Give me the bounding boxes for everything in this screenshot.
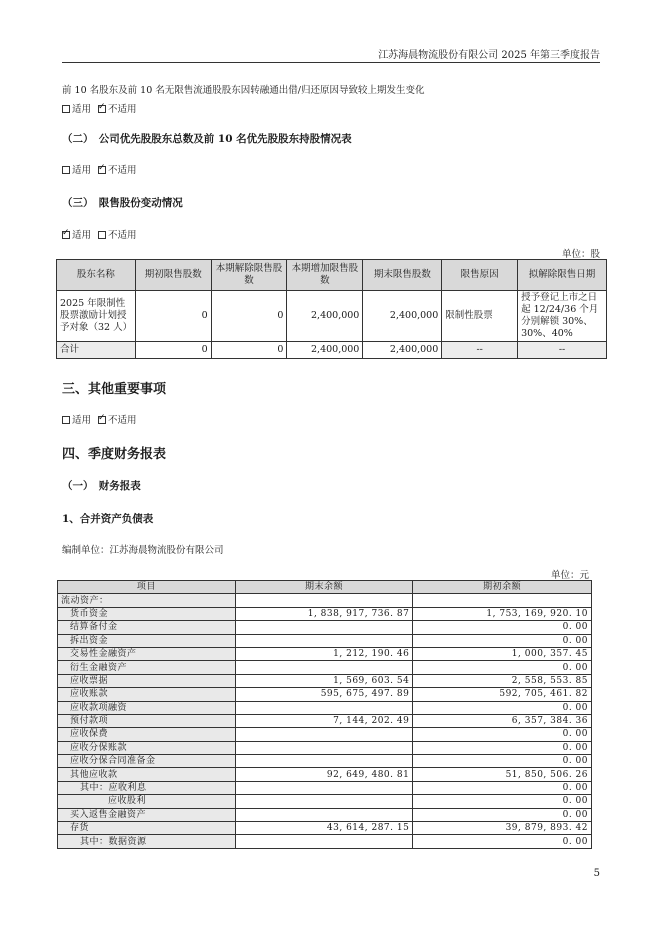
cell-item: 结算备付金 [58,621,236,634]
cell-end: 2,400,000 [363,342,442,359]
column-header: 项目 [58,581,236,594]
table-row [58,835,592,848]
checkbox-not-applicable[interactable] [98,166,106,174]
financials-subtitle: （一） 财务报表 [62,480,141,492]
cell-begin: 0. 00 [413,741,592,754]
table-total-row [57,342,607,359]
table-row [58,621,592,634]
cell-end [235,835,413,848]
cell-item: 货币资金 [58,607,236,620]
option-group-3 [62,227,137,241]
column-header: 拟解除限售日期 [518,260,607,291]
cell-begin: 592, 705, 461. 82 [413,688,592,701]
cell-begin: 0. 00 [413,634,592,647]
cell-item: 拆出资金 [58,634,236,647]
cell-item: 应收票据 [58,674,236,687]
cell-item: 其中：数据资源 [58,835,236,848]
checkbox-not-applicable[interactable] [98,231,106,239]
cell-end [235,621,413,634]
cell-end: 1, 212, 190. 46 [235,647,413,660]
balance-sheet-title: 1、合并资产负债表 [62,513,154,525]
cell-item: 交易性金融资产 [58,647,236,660]
cell-item: 预付款项 [58,714,236,727]
checkbox-applicable[interactable] [62,231,70,239]
column-header: 本期解除限售股数 [211,260,287,291]
table-row [58,741,592,754]
cell-holder: 合计 [57,342,136,359]
cell-release-date: 授予登记上市之日起 12/24/36 个月分别解锁 30%、30%、40% [518,291,607,342]
column-header: 期初余额 [413,581,592,594]
cell-item: 应收股利 [58,795,236,808]
cell-item: 流动资产： [58,594,236,607]
cell-item: 衍生金融资产 [58,661,236,674]
cell-end [235,701,413,714]
table-row [58,674,592,687]
compiler-line: 编制单位：江苏海晨物流股份有限公司 [62,545,224,556]
table-row [58,781,592,794]
cell-end [235,795,413,808]
checkbox-not-applicable[interactable] [98,416,106,424]
cell-released: 0 [211,291,287,342]
cell-begin: 0. 00 [413,835,592,848]
cell-end: 1, 838, 917, 736. 87 [235,607,413,620]
table-row [58,661,592,674]
table-row [57,291,607,342]
column-header: 期初限售股数 [135,260,211,291]
table-row [58,795,592,808]
table-row [58,714,592,727]
cell-begin: 2, 558, 553. 85 [413,674,592,687]
column-header: 股东名称 [57,260,136,291]
option-label: 不适用 [108,230,137,241]
cell-begin: 51, 850, 506. 26 [413,768,592,781]
cell-item: 应收保费 [58,728,236,741]
report-header-title: 江苏海晨物流股份有限公司 2025 年第三季度报告 [378,50,600,61]
note-line: 前 10 名股东及前 10 名无限售流通股股东因转融通出借/归还原因导致较上期发生变化 [62,85,425,96]
option-label: 不适用 [108,165,137,176]
section-3-title: （三） 限售股份变动情况 [62,197,183,209]
checkbox-applicable[interactable] [62,416,70,424]
cell-end [235,728,413,741]
table-row [58,647,592,660]
option-group-1 [62,101,137,115]
column-header: 本期增加限售股数 [287,260,363,291]
cell-reason: 限制性股票 [442,291,518,342]
option-label: 不适用 [108,415,137,426]
cell-begin: 39, 879, 893. 42 [413,822,592,835]
cell-item: 其中：应收利息 [58,781,236,794]
cell-begin: 0. 00 [413,795,592,808]
other-matters-title: 三、其他重要事项 [62,382,167,397]
cell-begin: 1, 753, 169, 920. 10 [413,607,592,620]
table-row [58,768,592,781]
table-row [58,634,592,647]
column-header: 期末限售股数 [363,260,442,291]
cell-begin: 0. 00 [413,661,592,674]
cell-end [235,808,413,821]
cell-release-date: -- [518,342,607,359]
checkbox-applicable[interactable] [62,166,70,174]
cell-added: 2,400,000 [287,342,363,359]
cell-item: 存货 [58,822,236,835]
cell-begin: 0. 00 [413,755,592,768]
table-row [58,808,592,821]
cell-begin: 0. 00 [413,808,592,821]
table-row [58,594,592,607]
option-label: 适用 [72,104,92,115]
restricted-shares-table [56,259,607,359]
cell-released: 0 [211,342,287,359]
cell-end [235,594,413,607]
cell-end: 43, 614, 287. 15 [235,822,413,835]
cell-begin: 0. 00 [413,701,592,714]
column-header: 限售原因 [442,260,518,291]
option-group-4 [62,412,137,426]
cell-added: 2,400,000 [287,291,363,342]
cell-item: 应收款项融资 [58,701,236,714]
cell-begin: 0 [135,291,211,342]
table-row [58,728,592,741]
balance-sheet-unit: 单位：元 [550,570,589,581]
table-row [58,688,592,701]
cell-end: 1, 569, 603. 54 [235,674,413,687]
cell-item: 买入返售金融资产 [58,808,236,821]
cell-end: 7, 144, 202. 49 [235,714,413,727]
table-row [58,607,592,620]
cell-begin: 0. 00 [413,621,592,634]
option-label: 适用 [72,165,92,176]
balance-sheet-table [57,580,592,849]
cell-end [235,741,413,754]
page-number: 5 [593,868,600,879]
cell-end: 2,400,000 [363,291,442,342]
cell-begin: 0 [135,342,211,359]
cell-end [235,634,413,647]
table-header-row [58,581,592,594]
cell-end [235,661,413,674]
option-label: 适用 [72,415,92,426]
column-header: 期末余额 [235,581,413,594]
cell-item: 其他应收款 [58,768,236,781]
cell-begin: 6, 357, 384. 36 [413,714,592,727]
section-2-title: （二） 公司优先股股东总数及前 10 名优先股股东持股情况表 [62,133,352,145]
table-row [58,701,592,714]
cell-begin: 1, 000, 357. 45 [413,647,592,660]
cell-end: 92, 649, 480. 81 [235,768,413,781]
table-header-row [57,260,607,291]
checkbox-applicable[interactable] [62,105,70,113]
option-group-2 [62,162,137,176]
cell-reason: -- [442,342,518,359]
cell-end: 595, 675, 497. 89 [235,688,413,701]
cell-begin: 0. 00 [413,781,592,794]
table-row [58,822,592,835]
financials-title: 四、季度财务报表 [62,447,167,462]
cell-item: 应收分保账款 [58,741,236,754]
option-label: 适用 [72,230,92,241]
table-row [58,755,592,768]
cell-begin [413,594,592,607]
cell-holder: 2025 年限制性股票激励计划授予对象（32 人） [57,291,136,342]
checkbox-not-applicable[interactable] [98,105,106,113]
cell-begin: 0. 00 [413,728,592,741]
restricted-table-unit: 单位：股 [561,249,600,260]
option-label: 不适用 [108,104,137,115]
cell-end [235,781,413,794]
cell-item: 应收账款 [58,688,236,701]
header-rule [62,62,600,63]
cell-end [235,755,413,768]
cell-item: 应收分保合同准备金 [58,755,236,768]
